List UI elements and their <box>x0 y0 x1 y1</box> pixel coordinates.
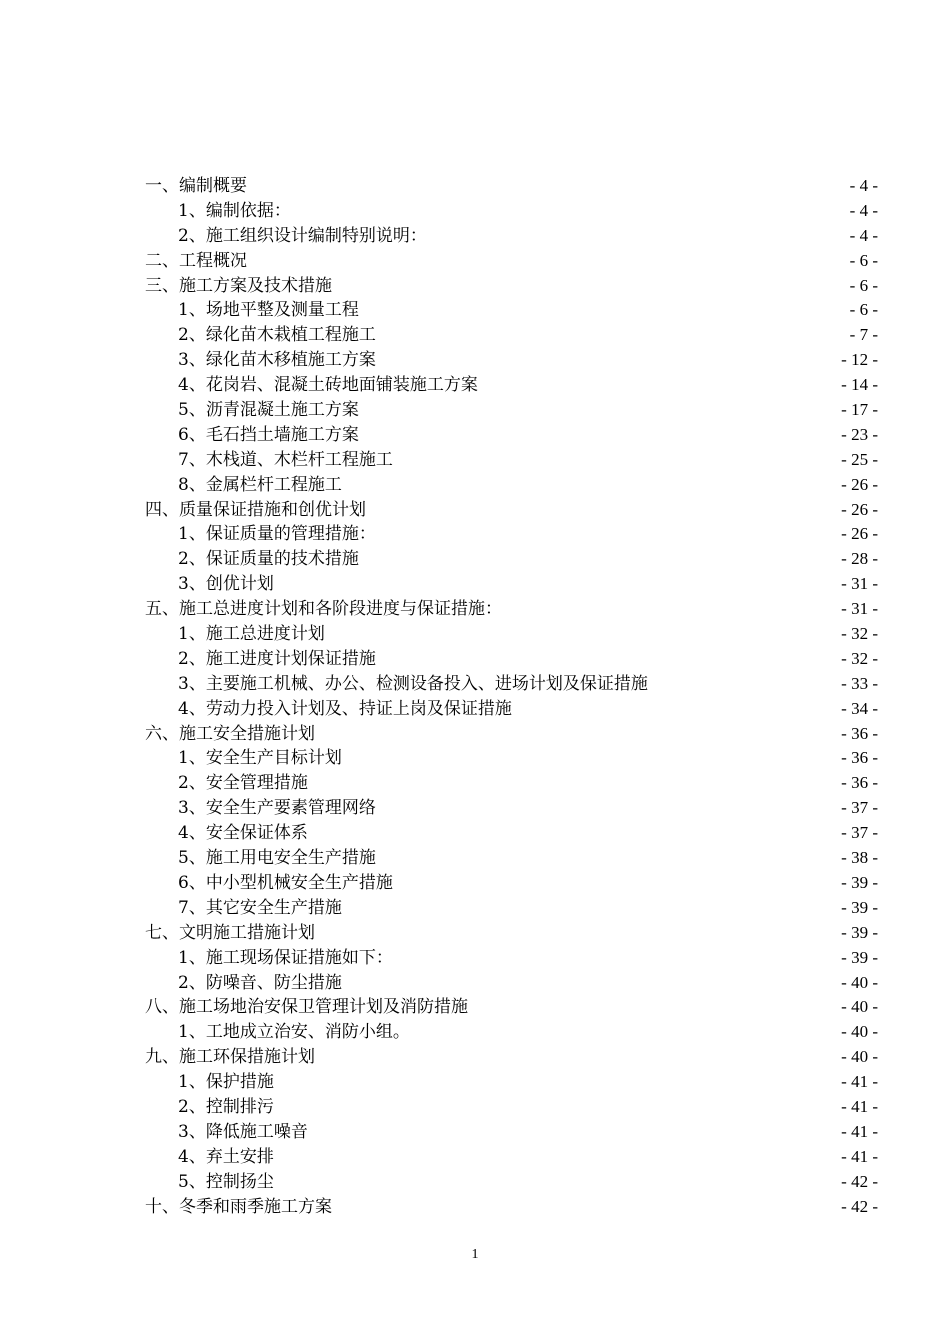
toc-entry-title: 3、创优计划 <box>178 574 274 595</box>
toc-entry-page: - 4 - <box>849 176 878 195</box>
toc-subsection-entry[interactable] <box>145 697 878 722</box>
toc-subsection-entry[interactable] <box>145 771 878 796</box>
toc-section-entry[interactable] <box>145 597 878 622</box>
toc-entry-page: - 12 - <box>841 350 878 370</box>
toc-subsection-entry[interactable] <box>145 1145 878 1170</box>
toc-entry-page: - 23 - <box>841 424 878 444</box>
toc-entry-title: 3、主要施工机械、办公、检测设备投入、进场计划及保证措施 <box>178 673 648 694</box>
toc-subsection-entry[interactable] <box>145 622 878 647</box>
toc-entry-page: - 41 - <box>841 1096 878 1116</box>
toc-entry-page: - 26 - <box>841 524 878 544</box>
toc-subsection-entry[interactable] <box>145 373 878 398</box>
toc-entry-title: 1、安全生产目标计划 <box>178 748 342 769</box>
toc-subsection-entry[interactable] <box>145 846 878 871</box>
toc-entry-title: 3、安全生产要素管理网络 <box>178 798 376 819</box>
toc-subsection-entry[interactable] <box>145 473 878 498</box>
toc-entry-title: 1、施工总进度计划 <box>178 624 325 645</box>
toc-entry-title: 2、控制排污 <box>178 1096 274 1117</box>
toc-entry-page: - 6 - <box>849 300 878 320</box>
toc-subsection-entry[interactable] <box>145 298 878 323</box>
toc-entry-page: - 36 - <box>841 723 878 743</box>
toc-entry-page: - 41 - <box>841 1121 878 1141</box>
toc-subsection-entry[interactable] <box>145 398 878 423</box>
toc-section-entry[interactable] <box>145 995 878 1020</box>
toc-entry-page: - 4 - <box>849 200 878 220</box>
toc-entry-page: - 36 - <box>841 773 878 793</box>
toc-entry-page: - 38 - <box>841 848 878 868</box>
toc-entry-page: - 33 - <box>841 673 878 693</box>
toc-entry-title: 1、保护措施 <box>178 1072 274 1093</box>
toc-entry-title: 2、保证质量的技术措施 <box>178 549 359 570</box>
toc-subsection-entry[interactable] <box>145 323 878 348</box>
toc-entry-title: 三、施工方案及技术措施 <box>145 275 332 296</box>
toc-section-entry[interactable] <box>145 1195 878 1220</box>
toc-subsection-entry[interactable] <box>145 423 878 448</box>
toc-section-entry[interactable] <box>145 174 878 199</box>
toc-entry-title: 7、其它安全生产措施 <box>178 897 342 918</box>
toc-entry-title: 4、花岗岩、混凝土砖地面铺装施工方案 <box>178 375 478 396</box>
toc-entry-page: - 39 - <box>841 922 878 942</box>
toc-entry-page: - 32 - <box>841 648 878 668</box>
toc-entry-page: - 40 - <box>841 997 878 1017</box>
toc-entry-page: - 34 - <box>841 698 878 718</box>
toc-subsection-entry[interactable] <box>145 1120 878 1145</box>
toc-entry-title: 2、安全管理措施 <box>178 773 308 794</box>
toc-subsection-entry[interactable] <box>145 971 878 996</box>
toc-entry-title: 3、绿化苗木移植施工方案 <box>178 350 376 371</box>
toc-section-entry[interactable] <box>145 498 878 523</box>
toc-entry-page: - 37 - <box>841 798 878 818</box>
toc-entry-title: 7、木栈道、木栏杆工程施工 <box>178 449 393 470</box>
toc-entry-page: - 6 - <box>849 250 878 270</box>
toc-subsection-entry[interactable] <box>145 796 878 821</box>
toc-entry-title: 五、施工总进度计划和各阶段进度与保证措施： <box>145 599 502 620</box>
toc-entry-title: 六、施工安全措施计划 <box>145 723 315 744</box>
toc-section-entry[interactable] <box>145 921 878 946</box>
toc-entry-title: 4、劳动力投入计划及、持证上岗及保证措施 <box>178 698 512 719</box>
toc-entry-page: - 28 - <box>841 549 878 569</box>
toc-entry-title: 1、保证质量的管理措施： <box>178 524 376 545</box>
toc-subsection-entry[interactable] <box>145 522 878 547</box>
toc-entry-page: - 26 - <box>841 474 878 494</box>
toc-entry-title: 1、工地成立治安、消防小组。 <box>178 1022 410 1043</box>
toc-section-entry[interactable] <box>145 274 878 299</box>
toc-entry-title: 6、毛石挡土墙施工方案 <box>178 424 359 445</box>
toc-entry-title: 5、沥青混凝土施工方案 <box>178 400 359 421</box>
toc-subsection-entry[interactable] <box>145 199 878 224</box>
toc-entry-page: - 17 - <box>841 400 878 420</box>
toc-entry-page: - 25 - <box>841 449 878 469</box>
toc-entry-title: 八、施工场地治安保卫管理计划及消防措施 <box>145 997 468 1018</box>
toc-subsection-entry[interactable] <box>145 647 878 672</box>
toc-subsection-entry[interactable] <box>145 1170 878 1195</box>
toc-entry-title: 5、控制扬尘 <box>178 1171 274 1192</box>
page-number: 1 <box>471 1247 479 1262</box>
toc-subsection-entry[interactable] <box>145 1020 878 1045</box>
toc-subsection-entry[interactable] <box>145 224 878 249</box>
toc-entry-page: - 41 - <box>841 1072 878 1092</box>
toc-subsection-entry[interactable] <box>145 1095 878 1120</box>
toc-entry-page: - 36 - <box>841 748 878 768</box>
table-of-contents <box>145 174 878 1219</box>
toc-subsection-entry[interactable] <box>145 348 878 373</box>
toc-entry-page: - 31 - <box>841 599 878 619</box>
toc-entry-title: 3、降低施工噪音 <box>178 1121 308 1142</box>
toc-entry-title: 十、冬季和雨季施工方案 <box>145 1196 332 1217</box>
toc-entry-page: - 32 - <box>841 624 878 644</box>
toc-entry-page: - 39 - <box>841 872 878 892</box>
toc-entry-page: - 7 - <box>849 325 878 345</box>
toc-entry-page: - 42 - <box>841 1171 878 1191</box>
toc-entry-title: 一、编制概要 <box>145 176 247 196</box>
toc-subsection-entry[interactable] <box>145 1070 878 1095</box>
toc-entry-title: 1、编制依据： <box>178 200 291 221</box>
toc-entry-page: - 41 - <box>841 1146 878 1166</box>
toc-subsection-entry[interactable] <box>145 672 878 697</box>
toc-entry-page: - 26 - <box>841 499 878 519</box>
toc-subsection-entry[interactable] <box>145 547 878 572</box>
toc-subsection-entry[interactable] <box>145 946 878 971</box>
toc-section-entry[interactable] <box>145 722 878 747</box>
toc-entry-title: 九、施工环保措施计划 <box>145 1047 315 1068</box>
toc-entry-page: - 42 - <box>841 1196 878 1216</box>
toc-section-entry[interactable] <box>145 249 878 274</box>
toc-entry-title: 2、施工进度计划保证措施 <box>178 648 376 669</box>
toc-section-entry[interactable] <box>145 1045 878 1070</box>
toc-entry-title: 4、弃土安排 <box>178 1146 274 1167</box>
toc-entry-title: 8、金属栏杆工程施工 <box>178 474 342 495</box>
toc-entry-title: 6、中小型机械安全生产措施 <box>178 872 393 893</box>
toc-entry-title: 2、防噪音、防尘措施 <box>178 972 342 993</box>
toc-entry-title: 1、施工现场保证措施如下： <box>178 947 393 968</box>
toc-entry-page: - 31 - <box>841 574 878 594</box>
toc-entry-title: 5、施工用电安全生产措施 <box>178 848 376 869</box>
toc-entry-page: - 4 - <box>849 225 878 245</box>
toc-subsection-entry[interactable] <box>145 448 878 473</box>
toc-entry-title: 二、工程概况 <box>145 250 247 271</box>
toc-subsection-entry[interactable] <box>145 821 878 846</box>
toc-subsection-entry[interactable] <box>145 871 878 896</box>
toc-entry-title: 2、绿化苗木栽植工程施工 <box>178 325 376 346</box>
toc-entry-page: - 39 - <box>841 947 878 967</box>
toc-subsection-entry[interactable] <box>145 896 878 921</box>
toc-subsection-entry[interactable] <box>145 572 878 597</box>
toc-entry-title: 1、场地平整及测量工程 <box>178 300 359 321</box>
toc-entry-page: - 14 - <box>841 375 878 395</box>
toc-entry-title: 4、安全保证体系 <box>178 823 308 844</box>
toc-entry-title: 七、文明施工措施计划 <box>145 922 315 943</box>
toc-entry-page: - 37 - <box>841 823 878 843</box>
toc-entry-title: 四、质量保证措施和创优计划 <box>145 499 366 520</box>
toc-entry-page: - 40 - <box>841 1047 878 1067</box>
toc-entry-page: - 39 - <box>841 897 878 917</box>
toc-entry-page: - 40 - <box>841 972 878 992</box>
toc-entry-title: 2、施工组织设计编制特别说明： <box>178 225 427 246</box>
toc-entry-page: - 6 - <box>849 275 878 295</box>
toc-entry-page: - 40 - <box>841 1022 878 1042</box>
toc-subsection-entry[interactable] <box>145 746 878 771</box>
